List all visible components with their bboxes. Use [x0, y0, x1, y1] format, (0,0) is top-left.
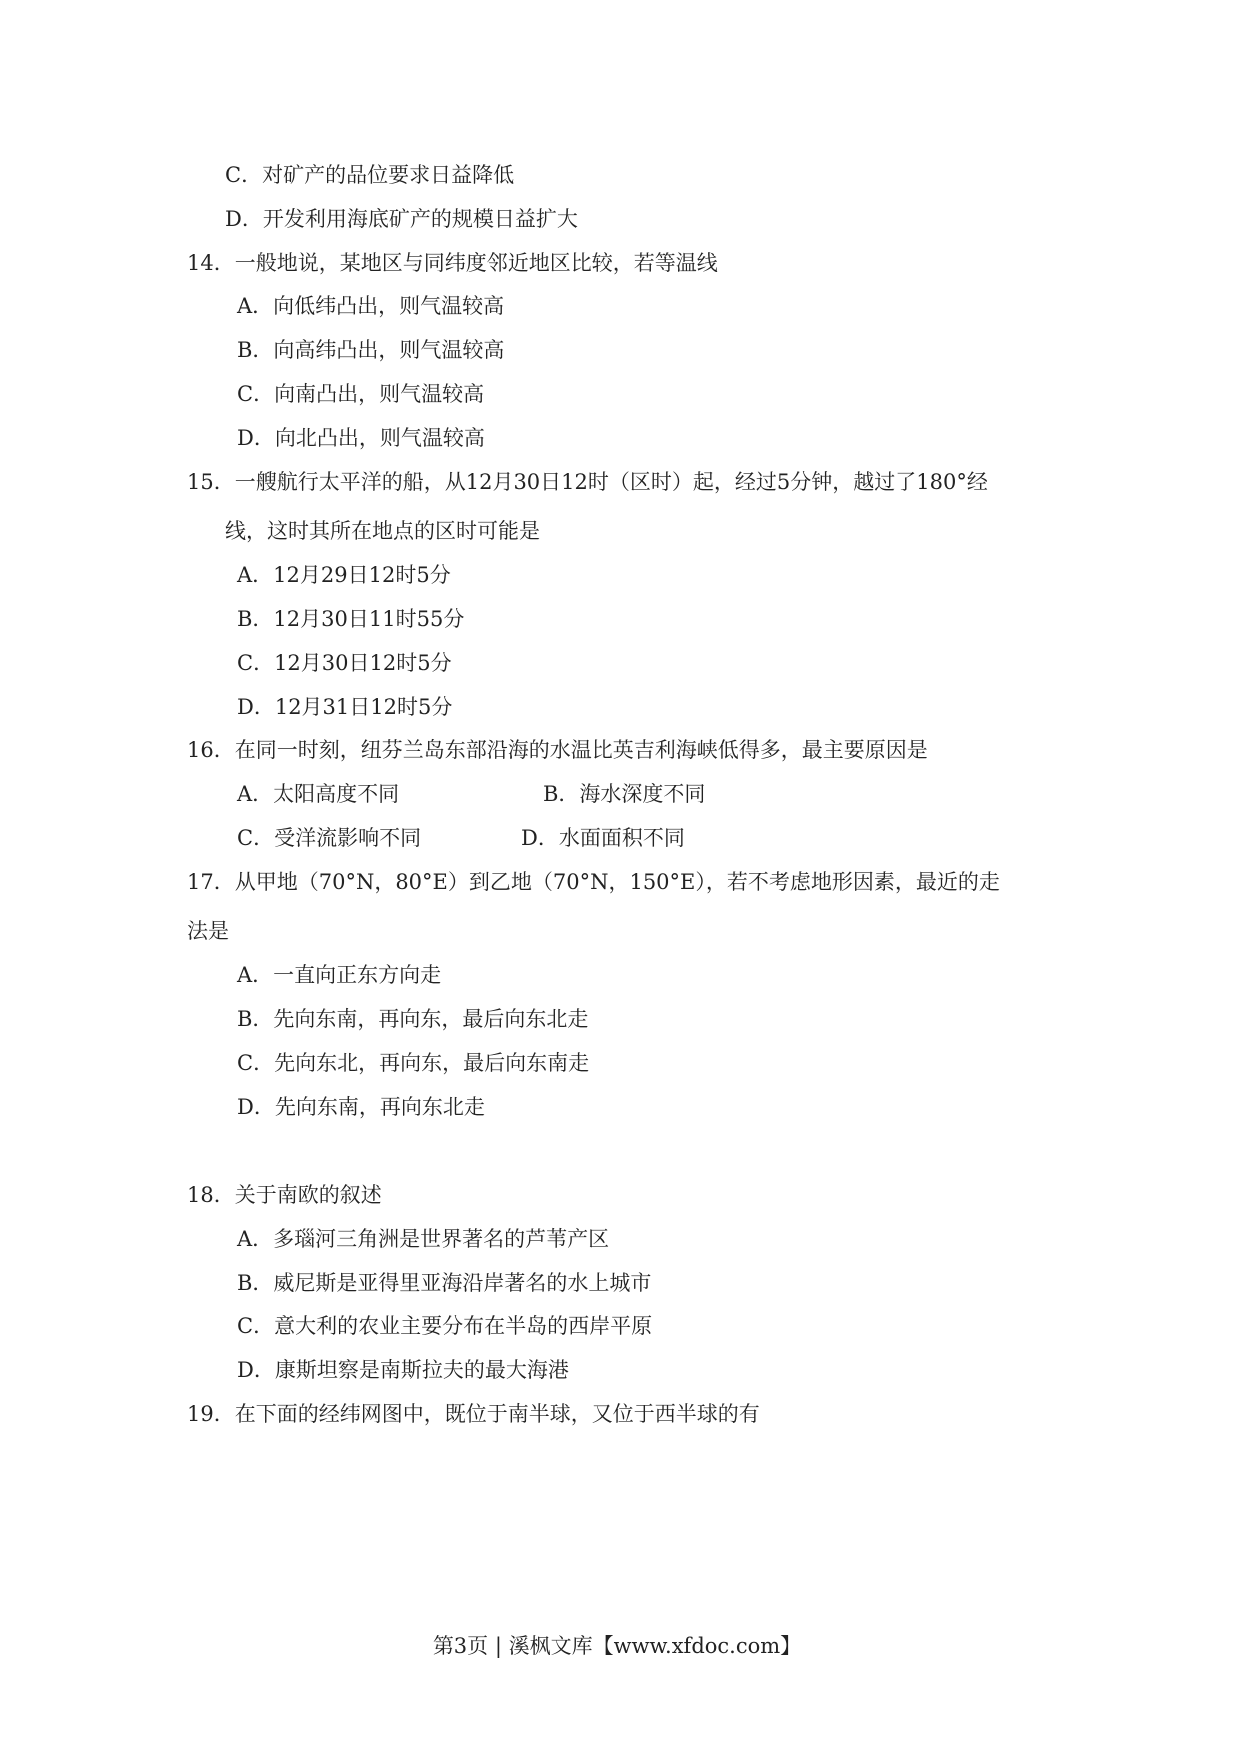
q14-option-d: D．向北凸出，则气温较高 [237, 426, 485, 450]
q16-option-a: A．太阳高度不同 [237, 782, 400, 806]
q13-option-c: C．对矿产的品位要求日益降低 [225, 163, 515, 187]
question-15: 15．一艘航行太平洋的船，从12月30日12时（区时）起，经过5分钟，越过了180°经 [187, 470, 988, 494]
q14-option-c: C．向南凸出，则气温较高 [237, 382, 485, 406]
question-17-continued: 法是 [187, 919, 229, 943]
q16-option-c: C．受洋流影响不同 [237, 826, 422, 850]
q16-option-d: D．水面面积不同 [521, 826, 685, 850]
q16-option-b: B．海水深度不同 [543, 782, 706, 806]
question-19: 19．在下面的经纬网图中，既位于南半球，又位于西半球的有 [187, 1402, 760, 1426]
q15-option-b: B．12月30日11时55分 [237, 607, 465, 631]
question-15-continued: 线，这时其所在地点的区时可能是 [225, 519, 540, 543]
question-18: 18．关于南欧的叙述 [187, 1183, 382, 1207]
q18-option-d: D．康斯坦察是南斯拉夫的最大海港 [237, 1358, 569, 1382]
q18-option-b: B．威尼斯是亚得里亚海沿岸著名的水上城市 [237, 1271, 652, 1295]
q17-option-c: C．先向东北，再向东，最后向东南走 [237, 1051, 590, 1075]
q17-option-a: A．一直向正东方向走 [237, 963, 442, 987]
q14-option-b: B．向高纬凸出，则气温较高 [237, 338, 505, 362]
page-footer: 第3页 | 溪枫文库【www.xfdoc.com】 [432, 1634, 802, 1658]
q17-option-b: B．先向东南，再向东，最后向东北走 [237, 1007, 589, 1031]
question-16: 16．在同一时刻，纽芬兰岛东部沿海的水温比英吉利海峡低得多，最主要原因是 [187, 738, 928, 762]
q15-option-c: C．12月30日12时5分 [237, 651, 452, 675]
q18-option-c: C．意大利的农业主要分布在半岛的西岸平原 [237, 1314, 653, 1338]
question-14: 14．一般地说，某地区与同纬度邻近地区比较，若等温线 [187, 251, 718, 275]
q13-option-d: D．开发利用海底矿产的规模日益扩大 [225, 207, 578, 231]
q14-option-a: A．向低纬凸出，则气温较高 [237, 294, 505, 318]
q15-option-a: A．12月29日12时5分 [237, 563, 451, 587]
question-17: 17．从甲地（70°N，80°E）到乙地（70°N，150°E），若不考虑地形因素，最近的走 [187, 870, 1000, 894]
q18-option-a: A．多瑙河三角洲是世界著名的芦苇产区 [237, 1227, 610, 1251]
q15-option-d: D．12月31日12时5分 [237, 695, 453, 719]
q17-option-d: D．先向东南，再向东北走 [237, 1095, 485, 1119]
